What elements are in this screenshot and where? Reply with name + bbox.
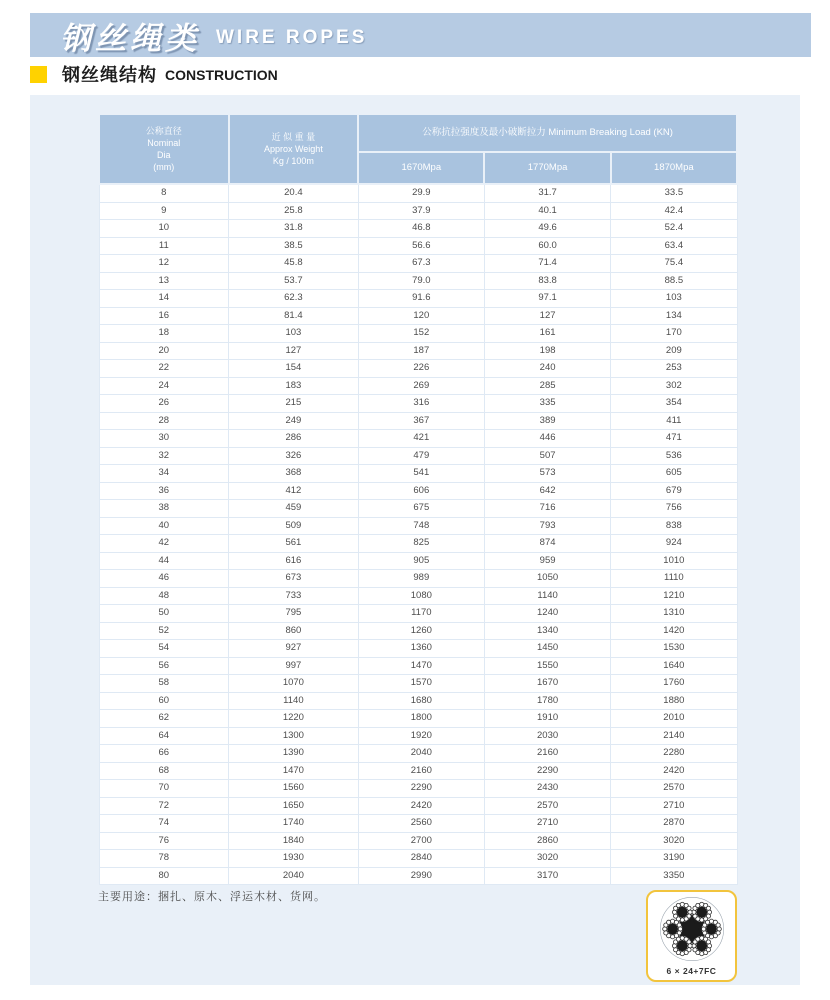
table-row	[99, 815, 737, 833]
table-cell: 13	[99, 272, 229, 290]
table-cell: 2030	[484, 727, 610, 745]
table-cell: 63.4	[611, 237, 737, 255]
table-cell: 83.8	[484, 272, 610, 290]
table-cell: 1110	[611, 570, 737, 588]
table-row	[99, 762, 737, 780]
table-cell: 253	[611, 360, 737, 378]
table-row	[99, 692, 737, 710]
section-title-zh: 钢丝绳结构	[62, 65, 157, 85]
table-cell: 103	[611, 290, 737, 308]
table-cell: 471	[611, 430, 737, 448]
table-cell: 285	[484, 377, 610, 395]
table-cell: 38.5	[229, 237, 359, 255]
table-cell: 286	[229, 430, 359, 448]
table-cell: 479	[358, 447, 484, 465]
table-cell: 1670	[484, 675, 610, 693]
usage-note: 主要用途：捆扎、原木、浮运木材、货网。	[98, 891, 326, 903]
header-line: Approx Weight	[263, 144, 323, 154]
table-cell: 44	[99, 552, 229, 570]
table-row	[99, 360, 737, 378]
table-cell: 9	[99, 202, 229, 220]
table-cell: 1780	[484, 692, 610, 710]
table-cell: 3190	[611, 850, 737, 868]
table-cell: 64	[99, 727, 229, 745]
table-cell: 1650	[229, 797, 359, 815]
table-row	[99, 552, 737, 570]
table-cell: 2140	[611, 727, 737, 745]
table-cell: 36	[99, 482, 229, 500]
table-cell: 198	[484, 342, 610, 360]
header-breaking-load: 公称抗拉强度及最小破断拉力 Minimum Breaking Load (KN)	[358, 114, 737, 152]
table-cell: 2570	[484, 797, 610, 815]
table-cell: 66	[99, 745, 229, 763]
table-cell: 368	[229, 465, 359, 483]
table-cell: 20	[99, 342, 229, 360]
table-cell: 3020	[611, 832, 737, 850]
table-cell: 37.9	[358, 202, 484, 220]
table-cell: 1680	[358, 692, 484, 710]
table-row	[99, 622, 737, 640]
table-cell: 20.4	[229, 184, 359, 202]
spec-table-head	[99, 114, 737, 184]
table-cell: 874	[484, 535, 610, 553]
table-cell: 1640	[611, 657, 737, 675]
table-cell: 2840	[358, 850, 484, 868]
table-cell: 18	[99, 325, 229, 343]
table-row	[99, 325, 737, 343]
table-cell: 2700	[358, 832, 484, 850]
table-row	[99, 832, 737, 850]
table-cell: 1050	[484, 570, 610, 588]
table-cell: 40	[99, 517, 229, 535]
table-cell: 2160	[358, 762, 484, 780]
table-cell: 187	[358, 342, 484, 360]
table-cell: 58	[99, 675, 229, 693]
table-cell: 2990	[358, 867, 484, 885]
table-cell: 3350	[611, 867, 737, 885]
table-cell: 2010	[611, 710, 737, 728]
table-row	[99, 307, 737, 325]
table-cell: 53.7	[229, 272, 359, 290]
table-row	[99, 220, 737, 238]
table-cell: 74	[99, 815, 229, 833]
table-cell: 1070	[229, 675, 359, 693]
table-cell: 733	[229, 587, 359, 605]
table-cell: 161	[484, 325, 610, 343]
table-cell: 2040	[229, 867, 359, 885]
table-cell: 795	[229, 605, 359, 623]
table-row	[99, 202, 737, 220]
table-cell: 1800	[358, 710, 484, 728]
table-cell: 302	[611, 377, 737, 395]
table-cell: 606	[358, 482, 484, 500]
table-cell: 838	[611, 517, 737, 535]
table-cell: 716	[484, 500, 610, 518]
table-cell: 46	[99, 570, 229, 588]
table-cell: 78	[99, 850, 229, 868]
table-row	[99, 850, 737, 868]
table-row	[99, 184, 737, 202]
table-cell: 1420	[611, 622, 737, 640]
header-line: 公称直径	[145, 126, 182, 136]
table-cell: 71.4	[484, 255, 610, 273]
header-grade-1870: 1870Mpa	[611, 152, 737, 184]
table-cell: 34	[99, 465, 229, 483]
table-cell: 1140	[229, 692, 359, 710]
table-row	[99, 727, 737, 745]
table-cell: 52.4	[611, 220, 737, 238]
table-row	[99, 710, 737, 728]
table-cell: 154	[229, 360, 359, 378]
table-cell: 62.3	[229, 290, 359, 308]
table-cell: 1360	[358, 640, 484, 658]
table-row	[99, 587, 737, 605]
table-cell: 269	[358, 377, 484, 395]
table-cell: 75.4	[611, 255, 737, 273]
table-cell: 675	[358, 500, 484, 518]
header-approx-weight	[229, 114, 359, 184]
section-title-en: CONSTRUCTION	[165, 67, 278, 83]
table-row	[99, 395, 737, 413]
table-cell: 326	[229, 447, 359, 465]
table-cell: 76	[99, 832, 229, 850]
header-line: Kg / 100m	[272, 156, 314, 166]
table-cell: 2560	[358, 815, 484, 833]
table-row	[99, 342, 737, 360]
table-cell: 541	[358, 465, 484, 483]
table-row	[99, 500, 737, 518]
table-cell: 70	[99, 780, 229, 798]
table-cell: 2290	[358, 780, 484, 798]
table-cell: 1560	[229, 780, 359, 798]
content-panel	[30, 95, 800, 985]
table-cell: 152	[358, 325, 484, 343]
table-cell: 1910	[484, 710, 610, 728]
table-cell: 1220	[229, 710, 359, 728]
table-cell: 249	[229, 412, 359, 430]
table-cell: 120	[358, 307, 484, 325]
table-cell: 509	[229, 517, 359, 535]
table-cell: 103	[229, 325, 359, 343]
table-cell: 924	[611, 535, 737, 553]
table-cell: 825	[358, 535, 484, 553]
table-cell: 2710	[484, 815, 610, 833]
table-cell: 81.4	[229, 307, 359, 325]
table-cell: 1880	[611, 692, 737, 710]
table-cell: 756	[611, 500, 737, 518]
header-line: Nominal	[147, 138, 181, 148]
table-cell: 1450	[484, 640, 610, 658]
table-cell: 49.6	[484, 220, 610, 238]
header-line: (mm)	[153, 162, 175, 172]
table-cell: 88.5	[611, 272, 737, 290]
table-cell: 997	[229, 657, 359, 675]
table-cell: 183	[229, 377, 359, 395]
table-cell: 68	[99, 762, 229, 780]
table-cell: 536	[611, 447, 737, 465]
table-cell: 2430	[484, 780, 610, 798]
table-cell: 1570	[358, 675, 484, 693]
table-cell: 1140	[484, 587, 610, 605]
table-row	[99, 867, 737, 885]
spec-table-wrap	[98, 113, 738, 885]
table-cell: 14	[99, 290, 229, 308]
table-cell: 8	[99, 184, 229, 202]
table-cell: 905	[358, 552, 484, 570]
table-cell: 67.3	[358, 255, 484, 273]
table-cell: 2280	[611, 745, 737, 763]
table-cell: 209	[611, 342, 737, 360]
table-cell: 60.0	[484, 237, 610, 255]
table-row	[99, 255, 737, 273]
rope-construction-box	[646, 890, 737, 982]
table-cell: 127	[484, 307, 610, 325]
table-cell: 56	[99, 657, 229, 675]
table-cell: 91.6	[358, 290, 484, 308]
header-grade-1670: 1670Mpa	[358, 152, 484, 184]
table-cell: 673	[229, 570, 359, 588]
table-cell: 1340	[484, 622, 610, 640]
table-cell: 170	[611, 325, 737, 343]
table-cell: 605	[611, 465, 737, 483]
table-cell: 1530	[611, 640, 737, 658]
spec-table-body	[99, 184, 737, 885]
table-cell: 30	[99, 430, 229, 448]
table-cell: 40.1	[484, 202, 610, 220]
table-cell: 42.4	[611, 202, 737, 220]
table-cell: 226	[358, 360, 484, 378]
table-cell: 642	[484, 482, 610, 500]
table-cell: 3020	[484, 850, 610, 868]
table-cell: 316	[358, 395, 484, 413]
table-row	[99, 290, 737, 308]
table-row	[99, 535, 737, 553]
table-cell: 421	[358, 430, 484, 448]
table-cell: 793	[484, 517, 610, 535]
table-cell: 56.6	[358, 237, 484, 255]
table-cell: 46.8	[358, 220, 484, 238]
table-cell: 679	[611, 482, 737, 500]
table-cell: 2570	[611, 780, 737, 798]
table-cell: 1550	[484, 657, 610, 675]
table-cell: 2290	[484, 762, 610, 780]
table-cell: 1920	[358, 727, 484, 745]
table-cell: 25.8	[229, 202, 359, 220]
table-cell: 45.8	[229, 255, 359, 273]
table-cell: 10	[99, 220, 229, 238]
table-row	[99, 640, 737, 658]
table-cell: 1760	[611, 675, 737, 693]
header-line: 近 似 重 量	[271, 132, 316, 142]
table-cell: 72	[99, 797, 229, 815]
table-cell: 80	[99, 867, 229, 885]
yellow-bullet-icon	[30, 66, 47, 83]
table-cell: 959	[484, 552, 610, 570]
table-row	[99, 412, 737, 430]
table-cell: 1210	[611, 587, 737, 605]
table-row	[99, 482, 737, 500]
page-title-en: WIRE ROPES	[216, 27, 368, 48]
table-cell: 48	[99, 587, 229, 605]
table-cell: 31.7	[484, 184, 610, 202]
table-cell: 32	[99, 447, 229, 465]
section-heading	[30, 61, 278, 87]
table-cell: 1080	[358, 587, 484, 605]
table-cell: 989	[358, 570, 484, 588]
table-cell: 60	[99, 692, 229, 710]
table-cell: 2710	[611, 797, 737, 815]
table-row	[99, 605, 737, 623]
table-cell: 42	[99, 535, 229, 553]
table-row	[99, 447, 737, 465]
table-row	[99, 272, 737, 290]
table-cell: 26	[99, 395, 229, 413]
table-cell: 561	[229, 535, 359, 553]
table-row	[99, 377, 737, 395]
table-cell: 50	[99, 605, 229, 623]
table-cell: 389	[484, 412, 610, 430]
table-cell: 446	[484, 430, 610, 448]
table-cell: 97.1	[484, 290, 610, 308]
table-cell: 12	[99, 255, 229, 273]
table-row	[99, 465, 737, 483]
table-cell: 367	[358, 412, 484, 430]
table-cell: 2160	[484, 745, 610, 763]
table-cell: 28	[99, 412, 229, 430]
table-cell: 335	[484, 395, 610, 413]
table-cell: 240	[484, 360, 610, 378]
table-cell: 54	[99, 640, 229, 658]
rope-type-label: 6 × 24+7FC	[666, 966, 717, 976]
table-cell: 29.9	[358, 184, 484, 202]
header-grade-1770: 1770Mpa	[484, 152, 610, 184]
table-cell: 79.0	[358, 272, 484, 290]
table-cell: 134	[611, 307, 737, 325]
table-row	[99, 657, 737, 675]
table-cell: 16	[99, 307, 229, 325]
table-cell: 2420	[358, 797, 484, 815]
spec-table	[98, 113, 738, 885]
page-banner	[30, 13, 811, 57]
table-cell: 1010	[611, 552, 737, 570]
rope-cross-section-icon	[656, 893, 728, 965]
table-cell: 507	[484, 447, 610, 465]
table-cell: 11	[99, 237, 229, 255]
table-cell: 1740	[229, 815, 359, 833]
table-cell: 1470	[358, 657, 484, 675]
table-cell: 1390	[229, 745, 359, 763]
header-line: Dia	[157, 150, 171, 160]
table-cell: 24	[99, 377, 229, 395]
table-cell: 860	[229, 622, 359, 640]
table-row	[99, 780, 737, 798]
table-cell: 1310	[611, 605, 737, 623]
table-cell: 2420	[611, 762, 737, 780]
table-row	[99, 797, 737, 815]
table-cell: 2040	[358, 745, 484, 763]
table-cell: 1260	[358, 622, 484, 640]
table-cell: 412	[229, 482, 359, 500]
header-nominal-dia	[99, 114, 229, 184]
table-cell: 354	[611, 395, 737, 413]
table-cell: 1240	[484, 605, 610, 623]
table-row	[99, 517, 737, 535]
table-cell: 215	[229, 395, 359, 413]
table-cell: 2860	[484, 832, 610, 850]
table-cell: 1840	[229, 832, 359, 850]
table-cell: 38	[99, 500, 229, 518]
table-cell: 1470	[229, 762, 359, 780]
table-cell: 748	[358, 517, 484, 535]
table-row	[99, 570, 737, 588]
table-row	[99, 745, 737, 763]
table-cell: 1300	[229, 727, 359, 745]
table-cell: 1930	[229, 850, 359, 868]
table-cell: 62	[99, 710, 229, 728]
table-cell: 411	[611, 412, 737, 430]
table-cell: 52	[99, 622, 229, 640]
table-cell: 31.8	[229, 220, 359, 238]
table-cell: 616	[229, 552, 359, 570]
page-title-zh: 钢丝绳类	[60, 20, 200, 56]
table-cell: 459	[229, 500, 359, 518]
table-cell: 927	[229, 640, 359, 658]
table-cell: 22	[99, 360, 229, 378]
table-cell: 573	[484, 465, 610, 483]
table-row	[99, 430, 737, 448]
table-cell: 2870	[611, 815, 737, 833]
table-cell: 1170	[358, 605, 484, 623]
table-cell: 3170	[484, 867, 610, 885]
table-cell: 127	[229, 342, 359, 360]
table-cell: 33.5	[611, 184, 737, 202]
table-row	[99, 237, 737, 255]
table-row	[99, 675, 737, 693]
